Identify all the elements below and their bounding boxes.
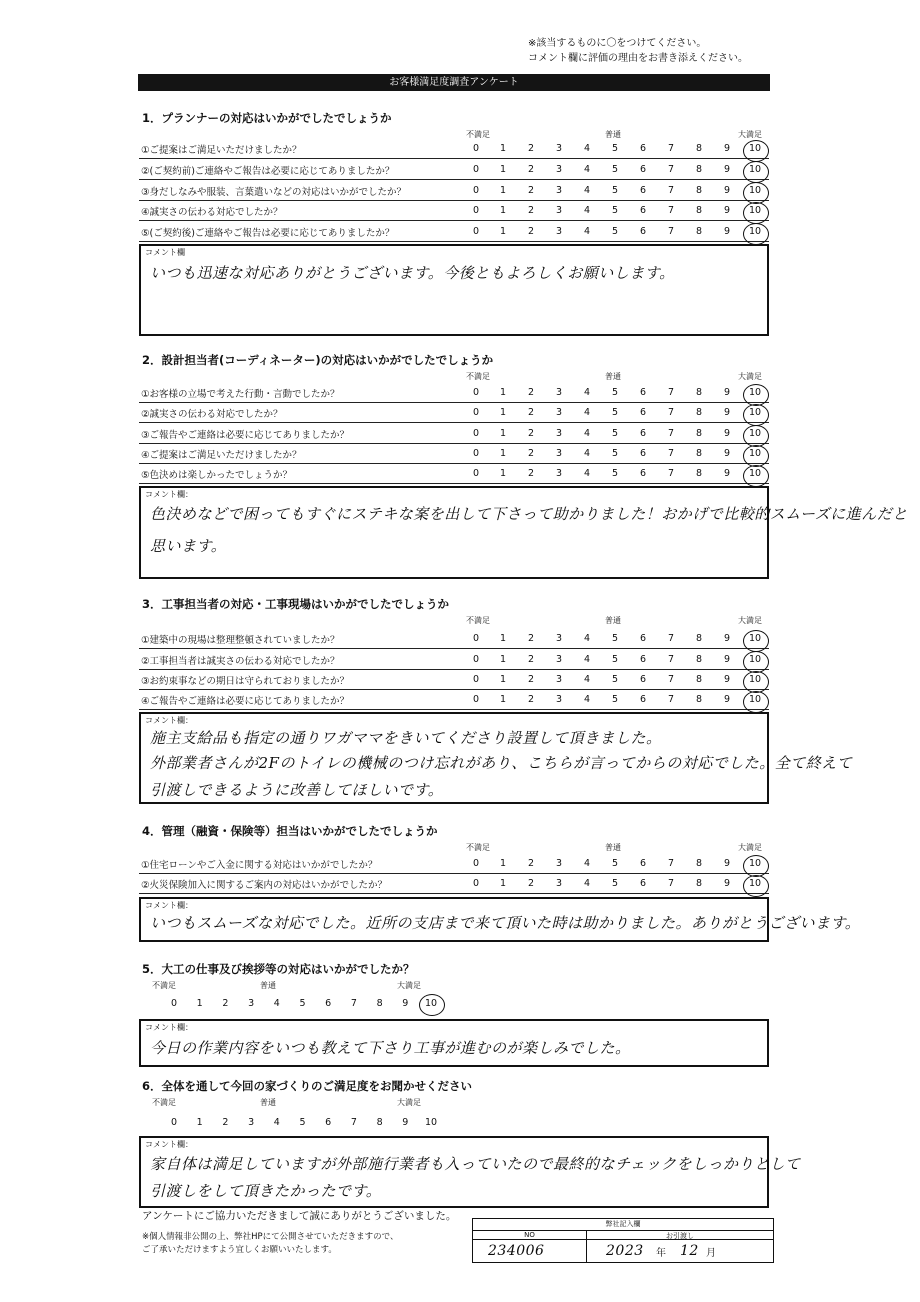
rating-option-5[interactable]: 5 [611,387,619,398]
rating-option-5[interactable]: 5 [611,694,619,705]
comment-label: コメント欄： [145,901,193,910]
rating-option-1[interactable]: 1 [499,407,507,418]
section-1-title: 1．プランナーの対応はいかがでしたでしょうか [142,111,392,125]
rating-option-4[interactable]: 4 [273,1117,280,1128]
section-1-comment-line-1: いつも迅速な対応ありがとうございます。今後ともよろしくお願いします。 [150,264,675,282]
section-1-question-1-text: ①ご提案はご満足いただけましたか？ [141,145,302,156]
rating-option-9[interactable]: 9 [723,387,731,398]
scale-label-low: 不満足 [466,372,490,381]
instruction-note-2: コメント欄に評価の理由をお書き添えください。 [528,53,748,64]
rating-option-5[interactable]: 5 [611,448,619,459]
rating-option-3[interactable]: 3 [555,468,563,479]
rating-option-10[interactable]: 10 [748,428,762,439]
rating-option-1[interactable]: 1 [499,205,507,216]
rating-option-10[interactable]: 10 [748,654,762,665]
rating-option-5[interactable]: 5 [611,428,619,439]
rating-option-7[interactable]: 7 [667,387,675,398]
rating-option-10[interactable]: 10 [748,205,762,216]
section-6-comment-line-2: 引渡しをして頂きたかったです。 [150,1182,382,1200]
rating-option-6[interactable]: 6 [639,164,647,175]
rating-option-1[interactable]: 1 [499,185,507,196]
rating-option-9[interactable]: 9 [723,858,731,869]
selected-rating-circle [419,994,445,1016]
section-1-question-2-text: ②(ご契約前)ご連絡やご報告は必要に応じてありましたか？ [141,166,395,177]
comment-label: コメント欄： [145,490,193,499]
office-month-value: 12 [680,1243,699,1259]
thanks-message: アンケートにご協力いただきまして誠にありがとうございました。 [142,1210,457,1222]
rating-option-2[interactable]: 2 [527,468,535,479]
rating-option-3[interactable]: 3 [555,143,563,154]
rating-option-6[interactable]: 6 [639,694,647,705]
rating-option-1[interactable]: 1 [499,468,507,479]
scale-label-high: 大満足 [738,843,762,852]
rating-option-6[interactable]: 6 [639,633,647,644]
rating-option-3[interactable]: 3 [555,654,563,665]
rating-option-9[interactable]: 9 [723,633,731,644]
rating-option-6[interactable]: 6 [639,448,647,459]
rating-option-8[interactable]: 8 [695,674,703,685]
rating-option-3[interactable]: 3 [555,878,563,889]
selected-rating-circle [743,691,769,713]
rating-option-9[interactable]: 9 [723,654,731,665]
rating-option-10[interactable]: 10 [748,694,762,705]
rating-option-9[interactable]: 9 [723,226,731,237]
rating-option-10[interactable]: 10 [748,858,762,869]
section-2-title: 2．設計担当者(コーディネーター)の対応はいかがでしたでしょうか [142,353,494,367]
rating-option-7[interactable]: 7 [667,185,675,196]
selected-rating-circle [743,875,769,897]
rating-option-1[interactable]: 1 [499,654,507,665]
rating-option-9[interactable]: 9 [402,998,409,1009]
rating-option-10[interactable]: 10 [748,143,762,154]
rating-option-3[interactable]: 3 [555,674,563,685]
section-3-question-1-text: ①建築中の現場は整理整頓されていましたか？ [141,635,340,646]
section-2-question-3-text: ③ご報告やご連絡は必要に応じてありましたか？ [141,430,350,441]
rating-option-10[interactable]: 10 [748,164,762,175]
rating-option-2[interactable]: 2 [222,998,229,1009]
rating-option-10[interactable]: 10 [748,633,762,644]
office-use-title: 弊社記入欄 [605,1220,641,1228]
rating-option-0[interactable]: 0 [472,164,480,175]
rating-option-9[interactable]: 9 [723,694,731,705]
rating-option-0[interactable]: 0 [472,448,480,459]
scale-label-mid: 普通 [260,981,276,990]
rating-option-6[interactable]: 6 [639,185,647,196]
section-3-title: 3．工事担当者の対応・工事現場はいかがでしたでしょうか [142,597,449,611]
rating-option-5[interactable]: 5 [611,407,619,418]
rating-option-7[interactable]: 7 [667,654,675,665]
rating-option-4[interactable]: 4 [583,448,591,459]
rating-option-4[interactable]: 4 [583,164,591,175]
rating-option-1[interactable]: 1 [499,448,507,459]
rating-option-10[interactable]: 10 [748,185,762,196]
section-2-question-4-text: ④ご提案はご満足いただけましたか？ [141,450,302,461]
rating-option-2[interactable]: 2 [527,226,535,237]
rating-option-2[interactable]: 2 [527,674,535,685]
rating-option-4[interactable]: 4 [583,858,591,869]
scale-label-mid: 普通 [605,616,621,625]
rating-option-3[interactable]: 3 [555,633,563,644]
rating-option-1[interactable]: 1 [499,633,507,644]
rating-option-3[interactable]: 3 [555,226,563,237]
rating-option-5[interactable]: 5 [299,1117,306,1128]
scale-label-low: 不満足 [152,981,176,990]
rating-option-3[interactable]: 3 [555,858,563,869]
scale-label-high: 大満足 [397,981,421,990]
rating-option-8[interactable]: 8 [695,428,703,439]
office-month-unit: 月 [706,1248,716,1259]
rating-option-7[interactable]: 7 [667,143,675,154]
rating-option-8[interactable]: 8 [695,468,703,479]
rating-option-9[interactable]: 9 [723,674,731,685]
rating-option-2[interactable]: 2 [527,205,535,216]
office-year-unit: 年 [656,1248,666,1259]
rating-option-8[interactable]: 8 [695,143,703,154]
rating-option-3[interactable]: 3 [555,448,563,459]
rating-option-1[interactable]: 1 [196,998,203,1009]
selected-rating-circle [743,465,769,487]
rating-option-1[interactable]: 1 [499,143,507,154]
comment-label: コメント欄： [145,716,193,725]
rating-option-3[interactable]: 3 [555,185,563,196]
section-3-comment-line-1: 施主支給品も指定の通りワガママをきいてくださり設置して頂きました。 [150,729,662,747]
rating-option-5[interactable]: 5 [611,674,619,685]
rating-option-9[interactable]: 9 [723,205,731,216]
rating-option-8[interactable]: 8 [695,387,703,398]
scale-label-high: 大満足 [738,616,762,625]
section-2-comment-line-1: 色決めなどで困ってもすぐにステキな案を出して下さって助かりました！おかげで比較的スムーズに進んだと [150,505,908,523]
rating-option-10[interactable]: 10 [748,448,762,459]
rating-option-2[interactable]: 2 [527,878,535,889]
rating-option-1[interactable]: 1 [499,674,507,685]
rating-option-8[interactable]: 8 [695,205,703,216]
rating-option-1[interactable]: 1 [499,428,507,439]
rating-option-9[interactable]: 9 [723,407,731,418]
rating-option-2[interactable]: 2 [527,407,535,418]
rating-option-1[interactable]: 1 [499,878,507,889]
rating-option-6[interactable]: 6 [639,387,647,398]
rating-option-3[interactable]: 3 [555,387,563,398]
rating-option-7[interactable]: 7 [667,448,675,459]
rating-option-2[interactable]: 2 [527,448,535,459]
rating-option-1[interactable]: 1 [499,694,507,705]
rating-option-5[interactable]: 5 [611,205,619,216]
section-2-comment-line-2: 思います。 [150,537,227,555]
rating-option-4[interactable]: 4 [583,407,591,418]
rating-option-4[interactable]: 4 [583,226,591,237]
section-4-title: 4．管理（融資・保険等）担当はいかがでしたでしょうか [142,824,438,838]
rating-option-5[interactable]: 5 [611,164,619,175]
rating-option-6[interactable]: 6 [639,878,647,889]
section-3-comment-line-2: 外部業者さんが2Fのトイレの機械のつけ忘れがあり、こちらが言ってからの対応でした。全て終えて [150,754,853,772]
rating-option-0[interactable]: 0 [472,633,480,644]
rating-option-7[interactable]: 7 [667,205,675,216]
rating-option-0[interactable]: 0 [170,998,178,1009]
rating-option-4[interactable]: 4 [583,387,591,398]
rating-option-0[interactable]: 0 [472,694,480,705]
rating-option-1[interactable]: 1 [499,226,507,237]
rating-option-6[interactable]: 6 [639,858,647,869]
rating-option-2[interactable]: 2 [527,428,535,439]
section-6-comment-line-1: 家自体は満足していますが外部施行業者も入っていたので最終的なチェックをしっかりとして [150,1155,801,1173]
rating-option-3[interactable]: 3 [555,694,563,705]
rating-option-4[interactable]: 4 [583,143,591,154]
rating-option-8[interactable]: 8 [695,448,703,459]
scale-label-low: 不満足 [152,1098,176,1107]
scale-label-mid: 普通 [605,130,621,139]
section-5-comment-line-1: 今日の作業内容をいつも教えて下さり工事が進むのが楽しみでした。 [150,1039,631,1057]
section-2-comment-box[interactable] [139,486,769,579]
rating-option-5[interactable]: 5 [611,143,619,154]
rating-option-4[interactable]: 4 [583,428,591,439]
scale-label-low: 不満足 [466,130,490,139]
rating-option-8[interactable]: 8 [376,998,383,1009]
section-3-question-2-text: ②工事担当者は誠実さの伝わる対応でしたか？ [141,656,340,667]
rating-option-0[interactable]: 0 [472,387,480,398]
scale-label-low: 不満足 [466,843,490,852]
rating-option-5[interactable]: 5 [611,858,619,869]
rating-option-2[interactable]: 2 [527,654,535,665]
rating-option-2[interactable]: 2 [527,143,535,154]
rating-option-7[interactable]: 7 [350,998,357,1009]
rating-option-0[interactable]: 0 [472,858,480,869]
rating-option-1[interactable]: 1 [196,1117,203,1128]
section-2-question-1-text: ①お客様の立場で考えた行動・言動でしたか？ [141,389,340,400]
rating-option-10[interactable]: 10 [748,387,762,398]
rating-option-6[interactable]: 6 [325,998,332,1009]
rating-option-8[interactable]: 8 [695,858,703,869]
rating-option-0[interactable]: 0 [472,205,480,216]
comment-label: コメント欄 [145,248,185,257]
scale-label-mid: 普通 [605,843,621,852]
scale-label-high: 大満足 [738,372,762,381]
section-4-comment-line-1: いつもスムーズな対応でした。近所の支店まで来て頂いた時は助かりました。ありがとうございます。 [150,914,861,932]
rating-option-3[interactable]: 3 [248,998,255,1009]
rating-option-7[interactable]: 7 [667,674,675,685]
office-no-label: NO [524,1231,535,1239]
rating-option-1[interactable]: 1 [499,858,507,869]
rating-option-9[interactable]: 9 [723,185,731,196]
rating-option-2[interactable]: 2 [527,694,535,705]
form-title-bar: お客様満足度調査アンケート [138,74,770,91]
scale-label-high: 大満足 [738,130,762,139]
rating-option-0[interactable]: 0 [170,1117,178,1128]
rating-option-10[interactable]: 10 [748,878,762,889]
rating-option-4[interactable]: 4 [583,633,591,644]
rating-option-0[interactable]: 0 [472,407,480,418]
rating-option-9[interactable]: 9 [723,448,731,459]
rating-option-7[interactable]: 7 [667,226,675,237]
rating-option-7[interactable]: 7 [667,468,675,479]
rating-option-7[interactable]: 7 [667,858,675,869]
scale-label-high: 大満足 [397,1098,421,1107]
rating-option-6[interactable]: 6 [639,143,647,154]
rating-option-4[interactable]: 4 [583,694,591,705]
rating-option-4[interactable]: 4 [583,878,591,889]
rating-option-2[interactable]: 2 [222,1117,229,1128]
rating-option-9[interactable]: 9 [723,468,731,479]
rating-option-5[interactable]: 5 [299,998,306,1009]
rating-option-3[interactable]: 3 [555,164,563,175]
rating-option-4[interactable]: 4 [583,468,591,479]
section-2-question-5-text: ⑤色決めは楽しかったでしょうか？ [141,470,293,481]
rating-option-0[interactable]: 0 [472,878,480,889]
scale-label-low: 不満足 [466,616,490,625]
rating-option-10[interactable]: 10 [424,1117,438,1128]
section-3-comment-line-3: 引渡しできるように改善してほしいです。 [150,781,444,799]
rating-option-0[interactable]: 0 [472,185,480,196]
rating-option-9[interactable]: 9 [723,164,731,175]
selected-rating-circle [743,223,769,245]
rating-option-7[interactable]: 7 [350,1117,357,1128]
rating-option-7[interactable]: 7 [667,407,675,418]
section-6-title: 6．全体を通して今回の家づくりのご満足度をお聞かせください [142,1079,472,1093]
rating-option-0[interactable]: 0 [472,654,480,665]
rating-option-6[interactable]: 6 [639,226,647,237]
rating-option-7[interactable]: 7 [667,694,675,705]
rating-option-0[interactable]: 0 [472,674,480,685]
rating-option-0[interactable]: 0 [472,468,480,479]
section-1-question-5-text: ⑤(ご契約後)ご連絡やご報告は必要に応じてありましたか？ [141,228,395,239]
section-4-question-1-text: ①住宅ローンやご入金に関する対応はいかがでしたか？ [141,860,378,871]
section-1-question-3-text: ③身だしなみや服装、言葉遣いなどの対応はいかがでしたか？ [141,187,407,198]
rating-option-4[interactable]: 4 [583,654,591,665]
office-date-label: お引渡し [666,1232,694,1240]
rating-option-6[interactable]: 6 [639,407,647,418]
section-1-question-4-text: ④誠実さの伝わる対応でしたか？ [141,207,283,218]
rating-option-6[interactable]: 6 [639,205,647,216]
office-year-value: 2023 [606,1243,644,1259]
privacy-note-2: ご了承いただけますよう宜しくお願いいたします。 [142,1245,337,1255]
rating-option-6[interactable]: 6 [639,428,647,439]
office-no-value: 234006 [488,1243,545,1259]
scale-label-mid: 普通 [605,372,621,381]
rating-option-4[interactable]: 4 [583,185,591,196]
rating-option-10[interactable]: 10 [748,226,762,237]
rating-option-4[interactable]: 4 [583,674,591,685]
rating-option-0[interactable]: 0 [472,428,480,439]
section-3-question-3-text: ③お約束事などの期日は守られておりましたか？ [141,676,350,687]
rating-option-5[interactable]: 5 [611,654,619,665]
section-4-question-2-text: ②火災保険加入に関するご案内の対応はいかがでしたか？ [141,880,388,891]
section-2-question-2-text: ②誠実さの伝わる対応でしたか？ [141,409,283,420]
rating-option-1[interactable]: 1 [499,164,507,175]
rating-option-8[interactable]: 8 [695,185,703,196]
rating-option-9[interactable]: 9 [402,1117,409,1128]
rating-option-4[interactable]: 4 [583,205,591,216]
rating-option-2[interactable]: 2 [527,164,535,175]
rating-option-5[interactable]: 5 [611,185,619,196]
rating-option-2[interactable]: 2 [527,858,535,869]
rating-option-5[interactable]: 5 [611,633,619,644]
rating-option-6[interactable]: 6 [639,674,647,685]
comment-label: コメント欄： [145,1023,193,1032]
section-5-title: 5．大工の仕事及び挨拶等の対応はいかがでしたか？ [142,962,415,976]
section-3-question-4-text: ④ご報告やご連絡は必要に応じてありましたか？ [141,696,350,707]
rating-option-1[interactable]: 1 [499,387,507,398]
rating-option-10[interactable]: 10 [424,998,438,1009]
rating-option-6[interactable]: 6 [639,468,647,479]
rating-option-8[interactable]: 8 [695,407,703,418]
rating-option-7[interactable]: 7 [667,164,675,175]
rating-option-5[interactable]: 5 [611,878,619,889]
rating-option-6[interactable]: 6 [325,1117,332,1128]
rating-option-2[interactable]: 2 [527,387,535,398]
rating-option-10[interactable]: 10 [748,674,762,685]
rating-option-7[interactable]: 7 [667,878,675,889]
rating-option-3[interactable]: 3 [248,1117,255,1128]
rating-option-3[interactable]: 3 [555,428,563,439]
rating-option-9[interactable]: 9 [723,143,731,154]
rating-option-8[interactable]: 8 [376,1117,383,1128]
rating-option-5[interactable]: 5 [611,468,619,479]
rating-option-8[interactable]: 8 [695,694,703,705]
rating-option-8[interactable]: 8 [695,633,703,644]
rating-option-0[interactable]: 0 [472,143,480,154]
privacy-note-1: ※個人情報非公開の上、弊社HPにて公開させていただきますので、 [142,1232,399,1242]
rating-option-10[interactable]: 10 [748,407,762,418]
rating-option-8[interactable]: 8 [695,164,703,175]
rating-option-3[interactable]: 3 [555,407,563,418]
rating-option-3[interactable]: 3 [555,205,563,216]
section-1-comment-box[interactable] [139,244,769,336]
rating-option-7[interactable]: 7 [667,633,675,644]
rating-option-8[interactable]: 8 [695,654,703,665]
rating-option-2[interactable]: 2 [527,185,535,196]
instruction-note-1: ※該当するものに〇をつけてください。 [528,38,707,49]
rating-option-7[interactable]: 7 [667,428,675,439]
rating-option-2[interactable]: 2 [527,633,535,644]
rating-option-5[interactable]: 5 [611,226,619,237]
rating-option-8[interactable]: 8 [695,226,703,237]
rating-option-0[interactable]: 0 [472,226,480,237]
scale-label-mid: 普通 [260,1098,276,1107]
rating-option-8[interactable]: 8 [695,878,703,889]
rating-option-9[interactable]: 9 [723,428,731,439]
rating-option-6[interactable]: 6 [639,654,647,665]
rating-option-4[interactable]: 4 [273,998,280,1009]
rating-option-10[interactable]: 10 [748,468,762,479]
rating-option-9[interactable]: 9 [723,878,731,889]
comment-label: コメント欄： [145,1140,193,1149]
